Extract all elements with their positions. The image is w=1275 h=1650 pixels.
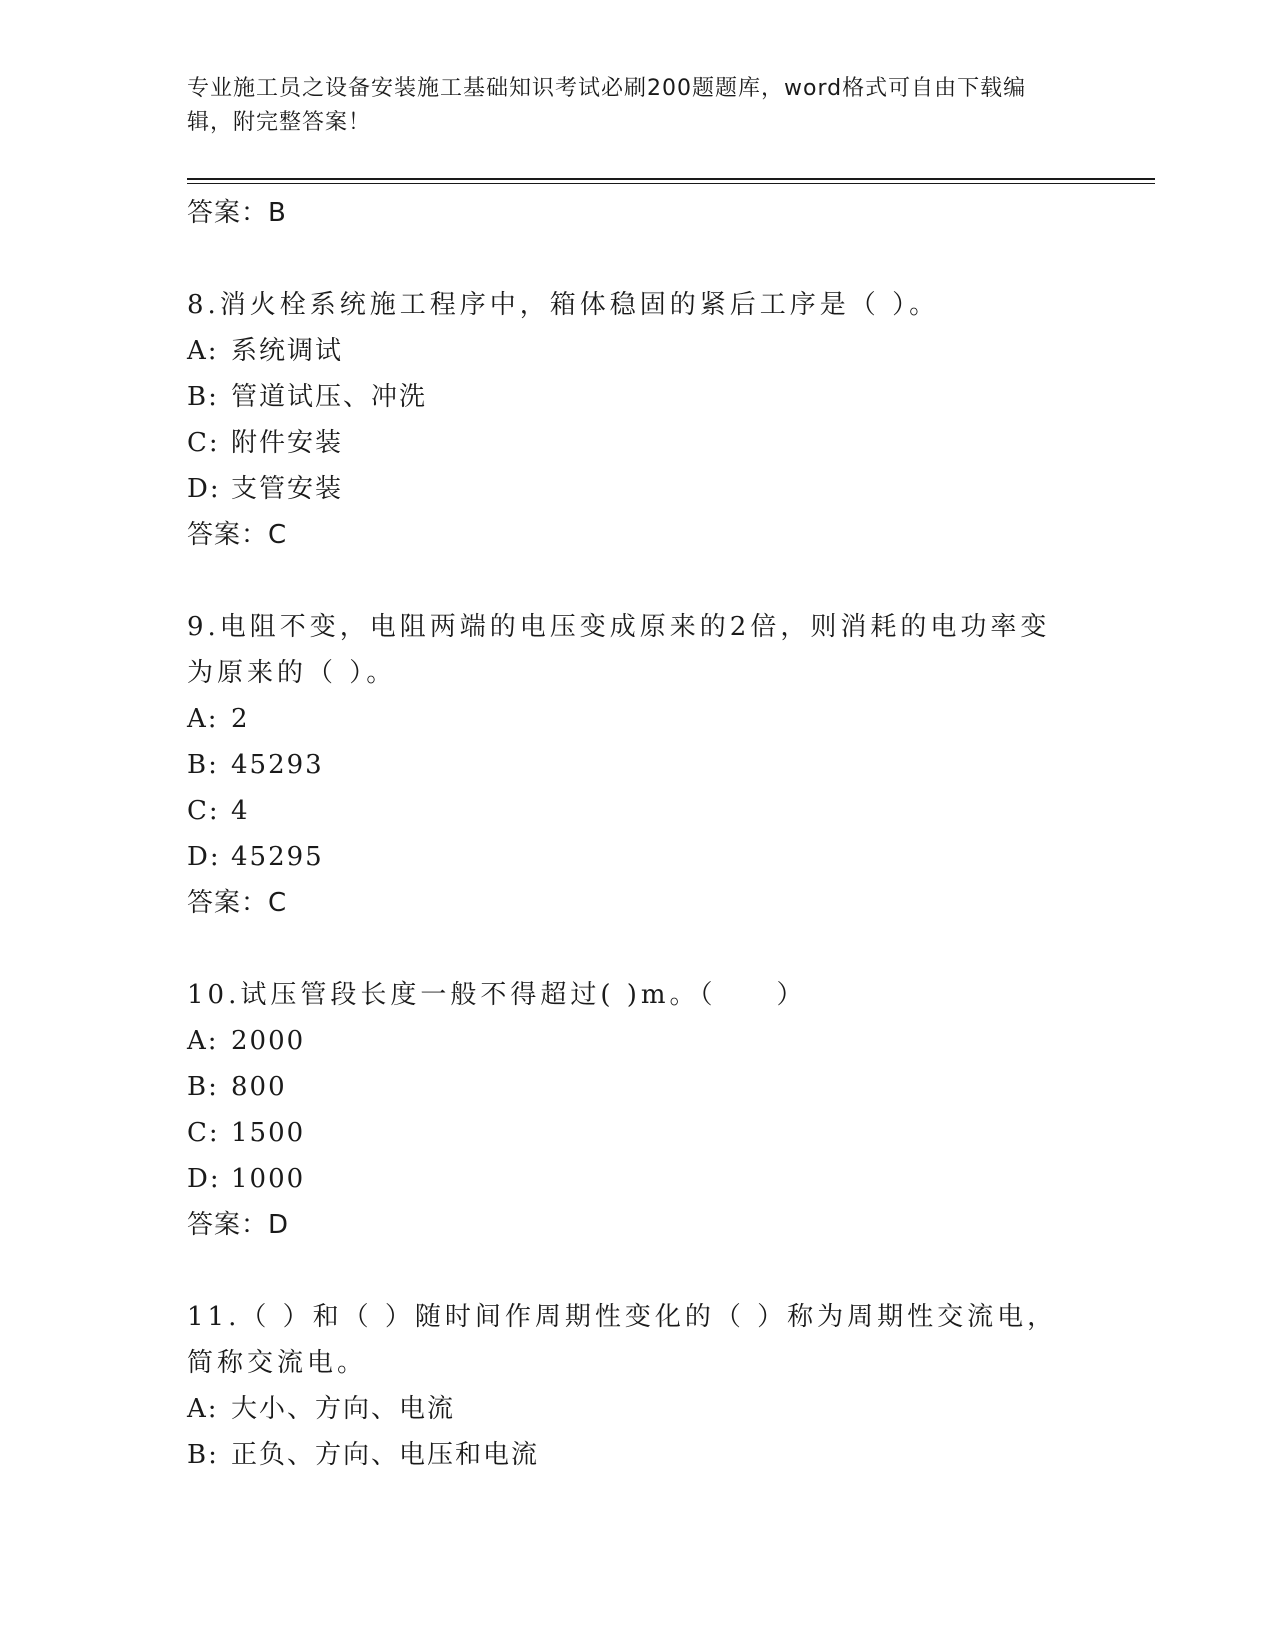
option-text: 2000 bbox=[231, 1026, 306, 1056]
option-label: C: bbox=[187, 428, 220, 458]
option-label: C: bbox=[187, 1118, 220, 1148]
document-content bbox=[187, 190, 1155, 1478]
answer-line: 答案：B bbox=[187, 198, 287, 228]
spacer bbox=[187, 926, 1155, 972]
option-c bbox=[187, 788, 1155, 834]
option-text: 2 bbox=[231, 704, 250, 734]
option-c bbox=[187, 1110, 1155, 1156]
option-label: D: bbox=[187, 1164, 221, 1194]
question-text: 8.消火栓系统施工程序中，箱体稳固的紧后工序是（ ）。 bbox=[187, 290, 940, 320]
answer-line: 答案：C bbox=[187, 520, 288, 550]
question-block bbox=[187, 972, 1155, 1248]
option-text: 管道试压、冲洗 bbox=[231, 382, 428, 412]
option-text: 45295 bbox=[231, 842, 324, 872]
option-text: 正负、方向、电压和电流 bbox=[231, 1440, 540, 1470]
option-label: C: bbox=[187, 796, 220, 826]
option-text: 支管安装 bbox=[231, 474, 344, 504]
option-label: A: bbox=[187, 1026, 219, 1056]
option-label: D: bbox=[187, 842, 221, 872]
option-text: 大小、方向、电流 bbox=[231, 1394, 456, 1424]
option-label: B: bbox=[187, 750, 219, 780]
option-text: 4 bbox=[231, 796, 250, 826]
option-b bbox=[187, 1432, 1155, 1478]
option-text: 1000 bbox=[231, 1164, 306, 1194]
option-label: A: bbox=[187, 1394, 219, 1424]
option-label: B: bbox=[187, 382, 219, 412]
question-block bbox=[187, 282, 1155, 558]
question-text: 11.（ ）和（ ）随时间作周期性变化的（ ）称为周期性交流电，简称交流电。 bbox=[187, 1302, 1058, 1378]
option-text: 附件安装 bbox=[231, 428, 344, 458]
spacer bbox=[187, 1248, 1155, 1294]
question-block bbox=[187, 604, 1155, 926]
option-d bbox=[187, 466, 1155, 512]
option-b bbox=[187, 1064, 1155, 1110]
option-b bbox=[187, 374, 1155, 420]
option-label: B: bbox=[187, 1072, 219, 1102]
spacer bbox=[187, 236, 1155, 282]
question-text: 9.电阻不变，电阻两端的电压变成原来的2倍，则消耗的电功率变为原来的（ ）。 bbox=[187, 612, 1051, 688]
question-text: 10.试压管段长度一般不得超过( )m。（ ） bbox=[187, 980, 807, 1010]
document-page bbox=[187, 0, 1155, 1650]
option-a bbox=[187, 696, 1155, 742]
option-text: 系统调试 bbox=[231, 336, 344, 366]
answer-line: 答案：C bbox=[187, 888, 288, 918]
option-c bbox=[187, 420, 1155, 466]
document-header-title: 专业施工员之设备安装施工基础知识考试必刷200题题库，word格式可自由下载编辑，附完整答案！ bbox=[187, 76, 1027, 135]
option-a bbox=[187, 328, 1155, 374]
option-text: 45293 bbox=[231, 750, 324, 780]
option-label: B: bbox=[187, 1440, 219, 1470]
option-b bbox=[187, 742, 1155, 788]
option-label: A: bbox=[187, 704, 219, 734]
option-d bbox=[187, 1156, 1155, 1202]
header-divider-thick bbox=[187, 178, 1155, 180]
option-text: 800 bbox=[231, 1072, 287, 1102]
answer-line: 答案：D bbox=[187, 1210, 290, 1240]
question-block bbox=[187, 1294, 1155, 1478]
option-text: 1500 bbox=[231, 1118, 306, 1148]
option-a bbox=[187, 1018, 1155, 1064]
option-label: A: bbox=[187, 336, 219, 366]
option-label: D: bbox=[187, 474, 221, 504]
header-divider-thin bbox=[187, 183, 1155, 184]
option-d bbox=[187, 834, 1155, 880]
spacer bbox=[187, 558, 1155, 604]
option-a bbox=[187, 1386, 1155, 1432]
